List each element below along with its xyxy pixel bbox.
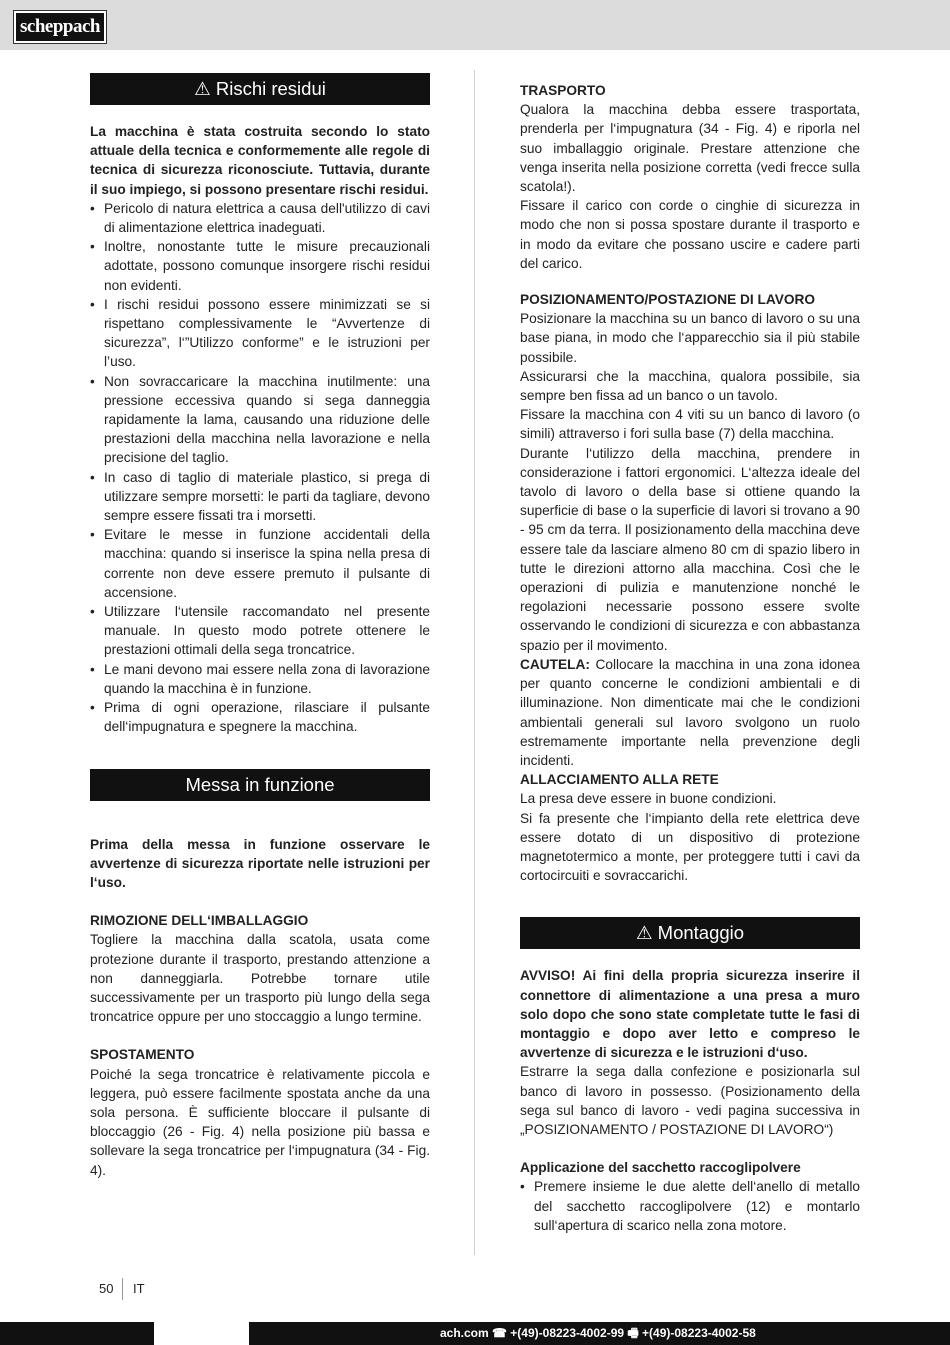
footer-contact: ach.com ☎ +(49)-08223-4002-99 🖷 +(49)-08223-4002-58 bbox=[440, 1326, 756, 1340]
spostamento-text: Poiché la sega troncatrice è relativamente piccola e leggera, può essere facilmente spostata anche da una sola persona. È sufficiente bloccare il pulsante di bloccaggio (26 - Fig. 4) nella posizione più bassa e sollevare la sega troncatrice per l‘impugnatura (34 - Fig. 4). bbox=[90, 1066, 430, 1178]
list-item: • Inoltre, nonostante tutte le misure precauzionali adottate, possono comunque insorgere rischi residui non evidenti. bbox=[90, 237, 430, 295]
header-bar bbox=[0, 0, 950, 50]
list-item: • Evitare le messe in funzione accidentali della macchina: quando si inserisce la spina nella presa di corrente non deve essere premuto il pulsante di accensione. bbox=[90, 525, 430, 602]
list-item: • Utilizzare l‘utensile raccomandato nel presente manuale. In questo modo potrete ottenere le prestazioni ottimali della sega troncatrice. bbox=[90, 602, 430, 660]
list-item: • Prima di ogni operazione, rilasciare il pulsante dell‘impugnatura e spegnere la macchina. bbox=[90, 698, 430, 736]
brand-logo bbox=[13, 10, 107, 44]
rimozione-heading: RIMOZIONE DELL‘IMBALLAGGIO bbox=[90, 913, 309, 929]
estrarre-text: Estrarre la sega dalla confezione e posizionarla sul banco di lavoro in possesso. (Posizionamento della sega sul banco di lavoro - vedi pagina successiva in „POSIZIONAMENTO / POSTAZIONE DI LAVORO“) bbox=[520, 1064, 860, 1137]
section-banner-montaggio: ⚠ Montaggio bbox=[520, 917, 860, 949]
section-banner-messa-in-funzione: Messa in funzione bbox=[90, 769, 430, 801]
trasporto-text-2: Fissare il carico con corde o cinghie di sicurezza in modo che non si possa spostare durante il trasporto e in modo da evitare che possano uscire e cadere parti del carico. bbox=[520, 198, 860, 271]
posizionamento-text-3: Fissare la macchina con 4 viti su un banco di lavoro (o simili) attraverso i fori sulla base (7) della macchina. bbox=[520, 407, 860, 442]
cautela-label: CAUTELA: bbox=[520, 656, 590, 672]
applicazione-heading: Applicazione del sacchetto raccoglipolvere bbox=[520, 1160, 801, 1176]
messa-intro: Prima della messa in funzione osservare le avvertenze di sicurezza riportate nelle istruzioni per l‘uso. bbox=[90, 836, 430, 890]
list-item: • I rischi residui possono essere minimizzati se si rispettano complessivamente le “Avvertenze di sicurezza”, l‘”Utilizzo conforme” e le istruzioni per l’uso. bbox=[90, 295, 430, 372]
posizionamento-text-1: Posizionare la macchina su un banco di lavoro o su una base piana, in modo che l‘apparecchio sia il più stabile possibile. bbox=[520, 311, 860, 365]
allacciamento-text-2: Si fa presente che l‘impianto della rete elettrica deve essere dotato di un dispositivo di protezione magnetotermico a monte, per proteggere tutti i cavi da cortocircuiti e sovraccarichi. bbox=[520, 810, 860, 884]
list-item: • Pericolo di natura elettrica a causa dell'utilizzo di cavi di alimentazione elettrica inadeguati. bbox=[90, 199, 430, 237]
left-column bbox=[90, 73, 430, 1180]
posizionamento-text-2: Assicurarsi che la macchina, qualora possibile, sia sempre ben fissa ad un banco o un tavolo. bbox=[520, 368, 860, 404]
list-item: • Premere insieme le due alette dell‘anello di metallo del sacchetto raccoglipolvere (12) e montarlo sull‘apertura di scarico nella zona motore. bbox=[520, 1177, 860, 1235]
language-code: IT bbox=[133, 1281, 145, 1296]
list-item: • Le mani devono mai essere nella zona di lavorazione quando la macchina è in funzione. bbox=[90, 660, 430, 698]
rischi-list bbox=[90, 199, 430, 737]
allacciamento-text-1: La presa deve essere in buone condizioni. bbox=[520, 791, 777, 807]
column-divider bbox=[474, 70, 475, 1255]
cautela-text: Collocare la macchina in una zona idonea per quanto concerne le condizioni ambientali e di illuminazione. Non dimenticate mai che le condizioni ambientali generali sul lavoro svolgono un ruolo estremamente importante nella prevenzione degli incidenti. bbox=[520, 656, 860, 768]
list-item: • Non sovraccaricare la macchina inutilmente: una pressione eccessiva quando si sega danneggia rapidamente la lama, causando una riduzione delle prestazioni della macchina nella lavorazione e nella precisione del taglio. bbox=[90, 372, 430, 468]
applicazione-list bbox=[520, 1177, 860, 1235]
rimozione-text: Togliere la macchina dalla scatola, usata come protezione durante il trasporto, prestando attenzione a non danneggiarla. Potrebbe tornare utile successivamente per un trasporto più lungo della sega troncatrice oppure per uno stoccaggio a lungo termine. bbox=[90, 932, 430, 1025]
allacciamento-heading: ALLACCIAMENTO ALLA RETE bbox=[520, 772, 719, 788]
list-item: • In caso di taglio di materiale plastico, si prega di utilizzare sempre morsetti: le parti da tagliare, devono sempre essere fissati tra i morsetti. bbox=[90, 468, 430, 526]
posizionamento-heading: POSIZIONAMENTO/POSTAZIONE DI LAVORO bbox=[520, 292, 816, 308]
spostamento-heading: SPOSTAMENTO bbox=[90, 1047, 195, 1063]
avviso-text: AVVISO! Ai fini della propria sicurezza inserire il connettore di alimentazione a una presa a muro solo dopo che sono state completate tutte le fasi di montaggio e dopo aver letto e compreso le avvertenze di sicurezza e le istruzioni d‘uso. bbox=[520, 968, 860, 1061]
footer-separator bbox=[122, 1278, 123, 1300]
right-column bbox=[520, 81, 860, 1235]
cautela-paragraph bbox=[520, 655, 860, 770]
footer-gap bbox=[154, 1322, 249, 1345]
rischi-intro: La macchina è stata costruita secondo lo stato attuale della tecnica e conformemente alle regole di tecnica di sicurezza riconosciute. Tuttavia, durante il suo impiego, si possono presentare rischi residui. bbox=[90, 124, 430, 197]
section-banner-rischi-residui: ⚠ Rischi residui bbox=[90, 73, 430, 105]
brand-logo-text: scheppach bbox=[16, 13, 104, 41]
page-number: 50 bbox=[99, 1281, 114, 1296]
trasporto-text-1: Qualora la macchina debba essere trasportata, prenderla per l‘impugnatura (34 - Fig. 4) e riporla nel suo imballaggio originale. Prestare attenzione che venga inserita nella posizione corretta (vedi frecce sulla scatola!). bbox=[520, 102, 860, 195]
posizionamento-text-4: Durante l‘utilizzo della macchina, prendere in considerazione i fattori ergonomici. L‘altezza ideale del tavolo di lavoro o della base si ottiene quando la superficie di base o la superficie di lavori si trovano a 90 - 95 cm da terra. Il posizionamento della macchina deve essere tale da lasciare almeno 80 cm di spazio libero in tutte le direzioni attorno alla macchina. Così che le operazioni di pulizia e manutenzione nonché le regolazioni necessarie possono essere svolte osservando le condizioni di sicurezza e con abbastanza spazio per il movimento. bbox=[520, 445, 860, 653]
trasporto-heading: TRASPORTO bbox=[520, 83, 606, 98]
